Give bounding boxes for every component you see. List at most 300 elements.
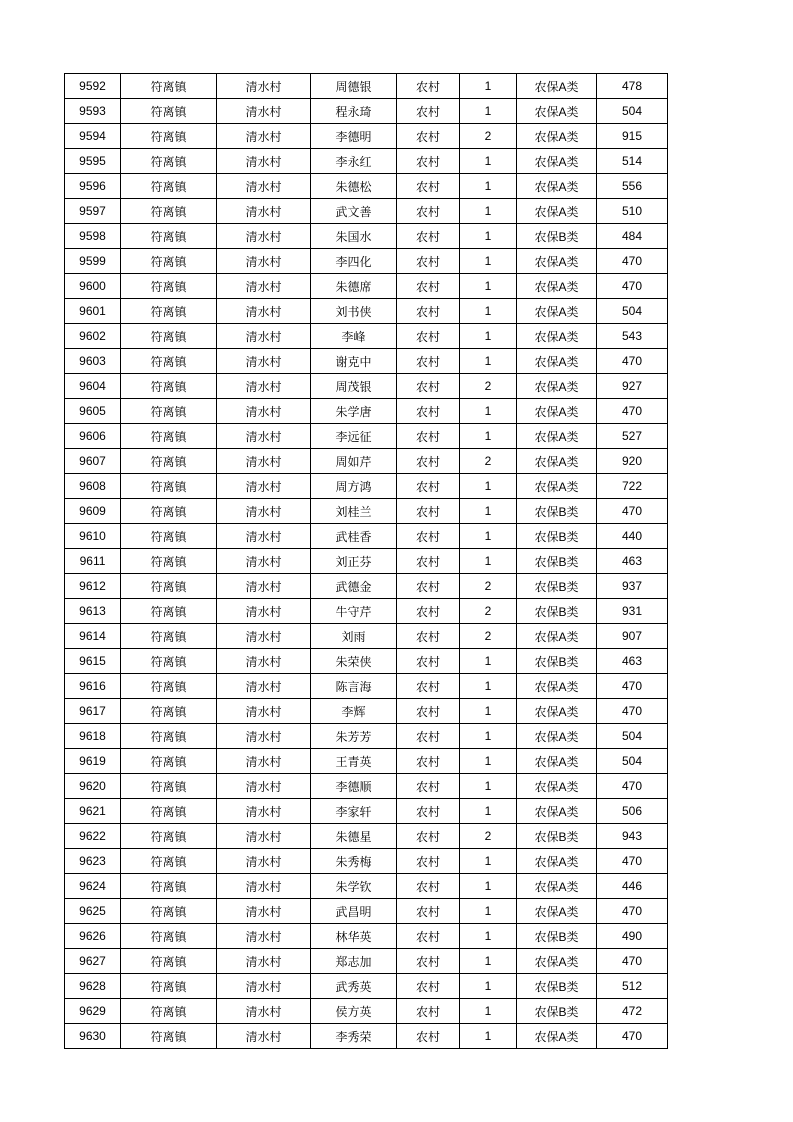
cell-person-count: 1 [460,924,517,949]
cell-serial: 9599 [65,249,121,274]
cell-person-name: 谢克中 [311,349,397,374]
cell-insurance-class: 农保A类 [517,199,597,224]
cell-insurance-class: 农保A类 [517,99,597,124]
cell-village: 清水村 [217,874,311,899]
cell-person-count: 2 [460,124,517,149]
table-row [65,349,668,374]
cell-person-name: 武文善 [311,199,397,224]
cell-amount: 506 [597,799,668,824]
cell-amount: 915 [597,124,668,149]
cell-insurance-class: 农保A类 [517,374,597,399]
roster-table [64,73,668,1049]
cell-residence-type: 农村 [397,449,460,474]
cell-insurance-class: 农保A类 [517,674,597,699]
cell-person-count: 2 [460,824,517,849]
table-row [65,274,668,299]
table-row [65,949,668,974]
cell-person-name: 周德银 [311,74,397,99]
cell-town: 符离镇 [121,274,217,299]
cell-village: 清水村 [217,349,311,374]
cell-residence-type: 农村 [397,299,460,324]
cell-serial: 9618 [65,724,121,749]
cell-person-name: 李峰 [311,324,397,349]
cell-person-name: 武昌明 [311,899,397,924]
cell-town: 符离镇 [121,774,217,799]
cell-person-name: 朱学钦 [311,874,397,899]
cell-village: 清水村 [217,199,311,224]
cell-serial: 9606 [65,424,121,449]
cell-person-count: 1 [460,324,517,349]
cell-insurance-class: 农保A类 [517,1024,597,1049]
cell-residence-type: 农村 [397,774,460,799]
cell-person-count: 1 [460,474,517,499]
cell-town: 符离镇 [121,174,217,199]
cell-village: 清水村 [217,999,311,1024]
table-row [65,74,668,99]
cell-residence-type: 农村 [397,124,460,149]
cell-person-name: 朱秀梅 [311,849,397,874]
cell-amount: 470 [597,774,668,799]
cell-residence-type: 农村 [397,99,460,124]
cell-insurance-class: 农保A类 [517,849,597,874]
table-row [65,149,668,174]
cell-person-name: 朱德松 [311,174,397,199]
cell-amount: 907 [597,624,668,649]
cell-serial: 9623 [65,849,121,874]
cell-residence-type: 农村 [397,924,460,949]
cell-serial: 9624 [65,874,121,899]
cell-village: 清水村 [217,699,311,724]
cell-amount: 527 [597,424,668,449]
cell-town: 符离镇 [121,824,217,849]
cell-person-count: 1 [460,99,517,124]
cell-insurance-class: 农保A类 [517,149,597,174]
cell-person-name: 朱德席 [311,274,397,299]
cell-town: 符离镇 [121,799,217,824]
cell-amount: 504 [597,724,668,749]
cell-person-count: 1 [460,974,517,999]
cell-serial: 9616 [65,674,121,699]
cell-person-name: 刘桂兰 [311,499,397,524]
cell-residence-type: 农村 [397,949,460,974]
cell-person-count: 1 [460,899,517,924]
cell-residence-type: 农村 [397,849,460,874]
cell-residence-type: 农村 [397,1024,460,1049]
table-row [65,624,668,649]
cell-person-count: 1 [460,249,517,274]
cell-town: 符离镇 [121,924,217,949]
cell-residence-type: 农村 [397,174,460,199]
cell-town: 符离镇 [121,99,217,124]
cell-village: 清水村 [217,299,311,324]
cell-village: 清水村 [217,749,311,774]
cell-residence-type: 农村 [397,649,460,674]
cell-person-name: 陈言海 [311,674,397,699]
cell-amount: 927 [597,374,668,399]
cell-person-name: 朱国水 [311,224,397,249]
table-row [65,1024,668,1049]
cell-village: 清水村 [217,174,311,199]
cell-village: 清水村 [217,74,311,99]
cell-person-count: 1 [460,199,517,224]
cell-residence-type: 农村 [397,249,460,274]
cell-town: 符离镇 [121,474,217,499]
cell-person-name: 刘正芬 [311,549,397,574]
cell-residence-type: 农村 [397,749,460,774]
cell-amount: 543 [597,324,668,349]
cell-town: 符离镇 [121,424,217,449]
cell-insurance-class: 农保A类 [517,274,597,299]
cell-serial: 9615 [65,649,121,674]
cell-insurance-class: 农保B类 [517,224,597,249]
table-row [65,224,668,249]
cell-serial: 9608 [65,474,121,499]
table-row [65,849,668,874]
cell-village: 清水村 [217,499,311,524]
cell-amount: 490 [597,924,668,949]
cell-insurance-class: 农保A类 [517,874,597,899]
cell-insurance-class: 农保A类 [517,899,597,924]
table-row [65,174,668,199]
cell-village: 清水村 [217,549,311,574]
cell-serial: 9604 [65,374,121,399]
cell-amount: 470 [597,1024,668,1049]
cell-town: 符离镇 [121,624,217,649]
cell-town: 符离镇 [121,399,217,424]
table-row [65,774,668,799]
cell-residence-type: 农村 [397,224,460,249]
cell-person-count: 1 [460,999,517,1024]
cell-person-name: 林华英 [311,924,397,949]
cell-amount: 478 [597,74,668,99]
cell-residence-type: 农村 [397,474,460,499]
cell-person-name: 朱学唐 [311,399,397,424]
cell-residence-type: 农村 [397,74,460,99]
cell-serial: 9620 [65,774,121,799]
cell-town: 符离镇 [121,149,217,174]
cell-town: 符离镇 [121,674,217,699]
cell-insurance-class: 农保A类 [517,699,597,724]
cell-town: 符离镇 [121,349,217,374]
table-row [65,299,668,324]
table-row [65,474,668,499]
cell-insurance-class: 农保A类 [517,74,597,99]
cell-village: 清水村 [217,224,311,249]
cell-village: 清水村 [217,374,311,399]
cell-person-count: 1 [460,774,517,799]
cell-serial: 9609 [65,499,121,524]
cell-amount: 931 [597,599,668,624]
cell-residence-type: 农村 [397,424,460,449]
cell-village: 清水村 [217,1024,311,1049]
table-row [65,899,668,924]
cell-town: 符离镇 [121,999,217,1024]
cell-serial: 9605 [65,399,121,424]
cell-insurance-class: 农保B类 [517,524,597,549]
cell-village: 清水村 [217,574,311,599]
cell-town: 符离镇 [121,874,217,899]
cell-village: 清水村 [217,649,311,674]
cell-village: 清水村 [217,274,311,299]
cell-residence-type: 农村 [397,374,460,399]
cell-residence-type: 农村 [397,574,460,599]
cell-serial: 9595 [65,149,121,174]
cell-person-count: 1 [460,949,517,974]
cell-town: 符离镇 [121,649,217,674]
cell-town: 符离镇 [121,524,217,549]
cell-town: 符离镇 [121,974,217,999]
table-row [65,574,668,599]
cell-person-count: 1 [460,224,517,249]
cell-person-count: 1 [460,499,517,524]
cell-insurance-class: 农保A类 [517,174,597,199]
cell-person-name: 周方鸿 [311,474,397,499]
cell-insurance-class: 农保A类 [517,424,597,449]
cell-person-count: 2 [460,574,517,599]
cell-amount: 514 [597,149,668,174]
table-row [65,449,668,474]
cell-town: 符离镇 [121,249,217,274]
table-row [65,424,668,449]
cell-person-count: 1 [460,399,517,424]
cell-amount: 722 [597,474,668,499]
cell-person-name: 刘书侠 [311,299,397,324]
cell-village: 清水村 [217,824,311,849]
cell-village: 清水村 [217,924,311,949]
cell-serial: 9607 [65,449,121,474]
cell-person-count: 2 [460,449,517,474]
cell-amount: 556 [597,174,668,199]
cell-insurance-class: 农保B类 [517,824,597,849]
cell-amount: 440 [597,524,668,549]
cell-town: 符离镇 [121,224,217,249]
cell-person-count: 2 [460,624,517,649]
table-row [65,699,668,724]
cell-amount: 470 [597,699,668,724]
table-row [65,599,668,624]
cell-serial: 9619 [65,749,121,774]
cell-serial: 9613 [65,599,121,624]
cell-amount: 470 [597,899,668,924]
cell-amount: 470 [597,674,668,699]
cell-town: 符离镇 [121,949,217,974]
cell-amount: 504 [597,749,668,774]
cell-village: 清水村 [217,474,311,499]
cell-person-name: 武桂香 [311,524,397,549]
cell-person-name: 李家轩 [311,799,397,824]
cell-person-count: 2 [460,374,517,399]
cell-residence-type: 农村 [397,349,460,374]
cell-residence-type: 农村 [397,599,460,624]
cell-person-count: 1 [460,649,517,674]
cell-insurance-class: 农保B类 [517,999,597,1024]
cell-residence-type: 农村 [397,199,460,224]
cell-person-name: 侯方英 [311,999,397,1024]
cell-insurance-class: 农保A类 [517,399,597,424]
cell-amount: 504 [597,299,668,324]
cell-insurance-class: 农保B类 [517,974,597,999]
table-row [65,399,668,424]
table-row [65,799,668,824]
cell-person-name: 周茂银 [311,374,397,399]
cell-insurance-class: 农保B类 [517,549,597,574]
cell-insurance-class: 农保A类 [517,724,597,749]
cell-residence-type: 农村 [397,324,460,349]
cell-person-name: 李远征 [311,424,397,449]
cell-village: 清水村 [217,149,311,174]
cell-amount: 920 [597,449,668,474]
cell-person-count: 1 [460,1024,517,1049]
cell-insurance-class: 农保A类 [517,749,597,774]
cell-person-name: 王青英 [311,749,397,774]
cell-serial: 9614 [65,624,121,649]
cell-insurance-class: 农保B类 [517,924,597,949]
table-row [65,974,668,999]
cell-serial: 9592 [65,74,121,99]
cell-amount: 470 [597,274,668,299]
cell-serial: 9611 [65,549,121,574]
cell-insurance-class: 农保A类 [517,474,597,499]
cell-amount: 446 [597,874,668,899]
cell-residence-type: 农村 [397,549,460,574]
cell-serial: 9612 [65,574,121,599]
table-row [65,374,668,399]
cell-residence-type: 农村 [397,799,460,824]
cell-village: 清水村 [217,899,311,924]
cell-amount: 937 [597,574,668,599]
cell-village: 清水村 [217,949,311,974]
table-row [65,99,668,124]
cell-residence-type: 农村 [397,274,460,299]
table-row [65,524,668,549]
cell-serial: 9594 [65,124,121,149]
cell-town: 符离镇 [121,724,217,749]
table-row [65,249,668,274]
cell-village: 清水村 [217,974,311,999]
cell-person-name: 牛守芹 [311,599,397,624]
cell-town: 符离镇 [121,1024,217,1049]
cell-person-name: 李辉 [311,699,397,724]
table-row [65,499,668,524]
cell-residence-type: 农村 [397,874,460,899]
cell-amount: 470 [597,499,668,524]
cell-serial: 9627 [65,949,121,974]
cell-town: 符离镇 [121,574,217,599]
table-row [65,724,668,749]
cell-insurance-class: 农保A类 [517,349,597,374]
cell-village: 清水村 [217,799,311,824]
cell-village: 清水村 [217,124,311,149]
cell-town: 符离镇 [121,599,217,624]
cell-amount: 484 [597,224,668,249]
cell-serial: 9630 [65,1024,121,1049]
cell-amount: 943 [597,824,668,849]
cell-serial: 9628 [65,974,121,999]
cell-village: 清水村 [217,624,311,649]
cell-insurance-class: 农保B类 [517,599,597,624]
cell-person-count: 1 [460,299,517,324]
cell-person-count: 1 [460,274,517,299]
cell-amount: 470 [597,849,668,874]
cell-serial: 9597 [65,199,121,224]
cell-residence-type: 农村 [397,699,460,724]
cell-village: 清水村 [217,324,311,349]
cell-person-count: 2 [460,599,517,624]
cell-village: 清水村 [217,599,311,624]
cell-amount: 504 [597,99,668,124]
cell-serial: 9625 [65,899,121,924]
table-row [65,924,668,949]
cell-person-name: 李德明 [311,124,397,149]
cell-town: 符离镇 [121,849,217,874]
cell-town: 符离镇 [121,324,217,349]
cell-person-count: 1 [460,549,517,574]
cell-serial: 9593 [65,99,121,124]
cell-amount: 510 [597,199,668,224]
table-row [65,824,668,849]
cell-serial: 9617 [65,699,121,724]
cell-serial: 9602 [65,324,121,349]
cell-person-name: 朱荣侠 [311,649,397,674]
cell-insurance-class: 农保A类 [517,299,597,324]
cell-person-count: 1 [460,349,517,374]
cell-person-count: 1 [460,699,517,724]
table-container [64,73,668,1049]
cell-town: 符离镇 [121,199,217,224]
cell-residence-type: 农村 [397,899,460,924]
cell-person-name: 李德顺 [311,774,397,799]
cell-serial: 9598 [65,224,121,249]
cell-residence-type: 农村 [397,524,460,549]
cell-serial: 9601 [65,299,121,324]
cell-person-count: 1 [460,149,517,174]
cell-serial: 9621 [65,799,121,824]
cell-person-name: 周如芹 [311,449,397,474]
cell-village: 清水村 [217,249,311,274]
cell-amount: 463 [597,549,668,574]
cell-residence-type: 农村 [397,974,460,999]
cell-residence-type: 农村 [397,624,460,649]
cell-village: 清水村 [217,99,311,124]
roster-table-body [65,74,668,1049]
cell-town: 符离镇 [121,899,217,924]
cell-person-count: 1 [460,874,517,899]
cell-town: 符离镇 [121,699,217,724]
cell-person-name: 李四化 [311,249,397,274]
cell-village: 清水村 [217,724,311,749]
table-row [65,324,668,349]
cell-person-count: 1 [460,749,517,774]
table-row [65,199,668,224]
cell-serial: 9622 [65,824,121,849]
cell-town: 符离镇 [121,124,217,149]
cell-insurance-class: 农保A类 [517,949,597,974]
table-row [65,674,668,699]
cell-residence-type: 农村 [397,499,460,524]
cell-village: 清水村 [217,399,311,424]
cell-insurance-class: 农保B类 [517,649,597,674]
cell-person-name: 武秀英 [311,974,397,999]
cell-insurance-class: 农保A类 [517,624,597,649]
table-row [65,749,668,774]
cell-person-count: 1 [460,424,517,449]
cell-amount: 470 [597,349,668,374]
cell-village: 清水村 [217,424,311,449]
cell-residence-type: 农村 [397,824,460,849]
cell-person-name: 朱芳芳 [311,724,397,749]
cell-insurance-class: 农保A类 [517,774,597,799]
table-row [65,549,668,574]
